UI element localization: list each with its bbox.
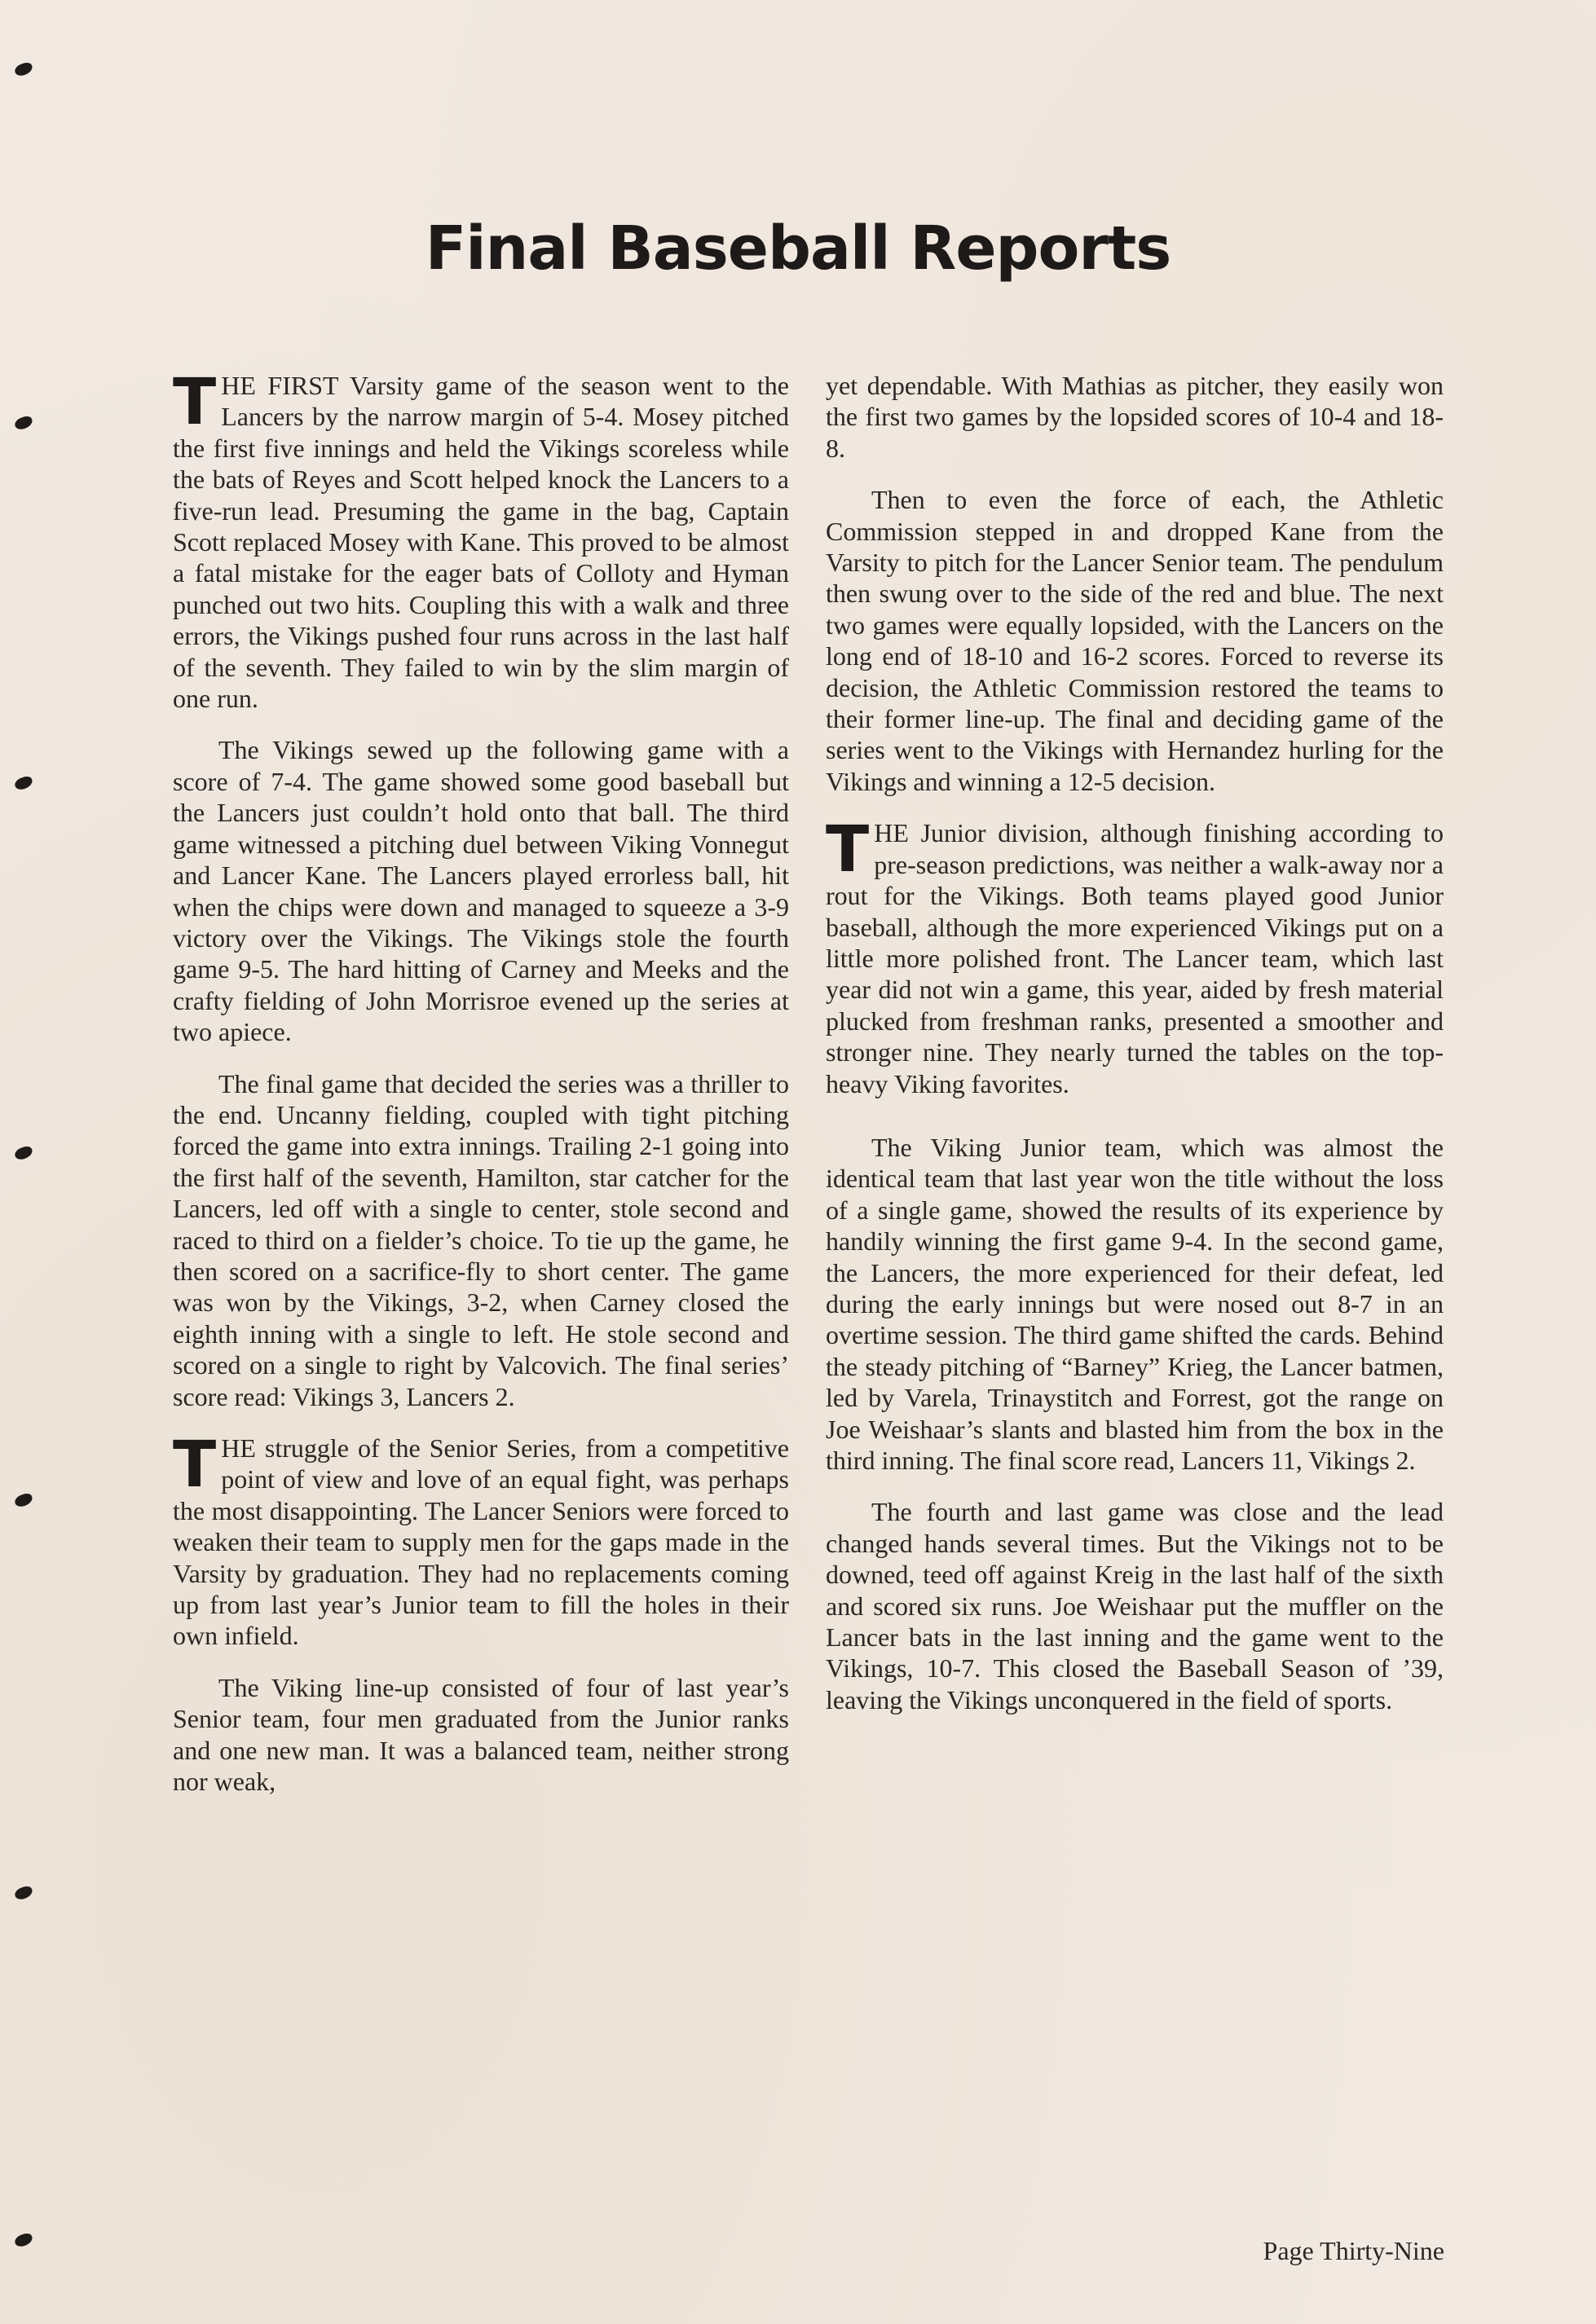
binding-hole-mark [13, 2232, 33, 2248]
article-paragraph: THE struggle of the Senior Series, from a competitive point of view and love of an equal fight, was perhaps the most disappointing. The Lancer Seniors were forced to weaken their team to supply men for the gaps made in the Varsity by graduation. They had no replacements coming up from last year’s Junior team to fill the holes in their own infield. [173, 1428, 789, 1651]
article-paragraph: The Viking line-up consisted of four of last year’s Senior team, four men graduated from the Junior ranks and one new man. It was a balanced team, neither strong nor weak, [173, 1672, 789, 1797]
article-paragraph: The fourth and last game was close and the lead changed hands several times. But the Vikings not to be downed, teed off against Kreig in the last half of the sixth and scored six runs. Joe Weishaar put the muffler on the Lancer bats in the last inning and the game went to the Vikings, 10-7. This closed the Baseball Season of ’39, leaving the Vikings unconquered in the field of sports. [826, 1497, 1444, 1714]
binding-hole-mark [13, 1145, 33, 1161]
binding-hole-mark [13, 61, 33, 77]
binding-hole-mark [13, 775, 33, 791]
article-paragraph: The final game that decided the series was a thriller to the end. Uncanny fielding, coupled with tight pitching forced the game into extra innings. Trailing 2-1 going into the first half of the seventh, Hamilton, star catcher for the Lancers, led off with a single to center, stole second and raced to third on a fielder’s choice. To tie up the game, he then scored on a sacrifice-fly to short center. The game was won by the Vikings, 3-2, when Carney closed the eighth inning with a single to left. He stole second and scored on a single to right by Valcovich. The final series’ score read: Vikings 3, Lancers 2. [173, 1068, 789, 1411]
article-paragraph: THE Junior division, although finishing according to pre-season predictions, was neither a walk-away nor a rout for the Vikings. Both teams played good Junior baseball, although the more experienced Vikings put on a little more polished front. The Lancer team, which last year did not win a game, this year, aided by fresh material plucked from freshman ranks, presented a smoother and stronger nine. They nearly turned the tables on the top-heavy Viking favorites. [826, 813, 1444, 1098]
article-column-left [173, 366, 789, 1817]
binding-hole-mark [13, 1492, 33, 1508]
binding-hole-mark [13, 1885, 33, 1901]
article-column-right [826, 370, 1444, 1736]
page-title: Final Baseball Reports [425, 213, 1171, 284]
article-paragraph: The Vikings sewed up the following game with a score of 7-4. The game showed some good baseball but the Lancers just couldn’t hold onto that ball. The third game witnessed a pitching duel between Viking Vonnegut and Lancer Kane. The Lancers played errorless ball, hit when the chips were down and managed to squeeze a 3-9 victory over the Vikings. The Vikings stole the fourth game 9-5. The hard hitting of Carney and Meeks and the crafty fielding of John Morrisroe evened up the series at two apiece. [173, 735, 789, 1047]
binding-hole-mark [13, 415, 33, 431]
article-paragraph: Then to even the force of each, the Athletic Commission stepped in and dropped Kane from the Varsity to pitch for the Lancer Senior team. The pendulum then swung over to the side of the red and blue. The next two games were equally lopsided, with the Lancers on the long end of 18-10 and 16-2 scores. Forced to reverse its decision, the Athletic Commission restored the teams to their former line-up. The final and deciding game of the series went to the Vikings with Hernandez hurling for the Vikings and winning a 12-5 decision. [826, 485, 1444, 796]
article-paragraph: The Viking Junior team, which was almost the identical team that last year won the title without the loss of a single game, showed the results of its experience by handily winning the first game 9-4. In the second game, the Lancers, the more experienced for their defeat, led during the early innings but were nosed out 8-7 in an overtime session. The third game shifted the cards. Behind the steady pitching of “Barney” Krieg, the Lancer batmen, led by Varela, Trinaystitch and Forrest, got the range on Joe Weishaar’s slants and blasted him from the box in the third inning. The final score read, Lancers 11, Vikings 2. [826, 1132, 1444, 1475]
article-paragraph: THE FIRST Varsity game of the season went to the Lancers by the narrow margin of 5-4. Mosey pitched the first five innings and held the Vikings scoreless while the bats of Reyes and Scott helped knock the Lancers to a five-run lead. Presuming the game in the bag, Captain Scott replaced Mosey with Kane. This proved to be almost a fatal mistake for the eager bats of Colloty and Hyman punched out two hits. Coupling this with a walk and three errors, the Vikings pushed four runs across in the last half of the seventh. They failed to win by the slim margin of one run. [173, 366, 789, 714]
article-paragraph: yet dependable. With Mathias as pitcher, they easily won the first two games by the lopsided scores of 10-4 and 18-8. [826, 371, 1444, 463]
page-number: Page Thirty-Nine [1263, 2236, 1444, 2265]
